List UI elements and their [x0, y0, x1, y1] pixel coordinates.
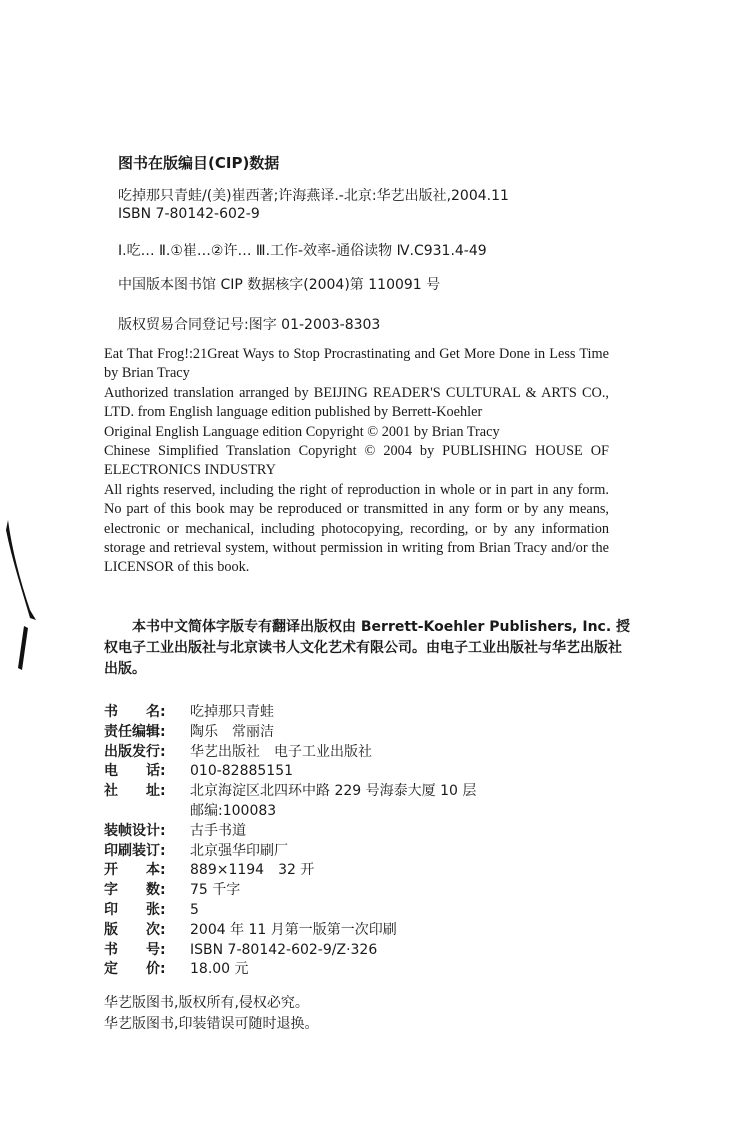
cip-record: 吃掉那只青蛙/(美)崔西著;许海燕译.-北京:华艺出版社,2004.11 [118, 188, 509, 204]
info-value: 北京海淀区北四环中路 229 号海泰大厦 10 层 [190, 783, 477, 800]
info-label: 电 话: [104, 763, 166, 780]
book-info [104, 703, 584, 980]
info-row [104, 782, 584, 802]
info-row [104, 703, 584, 723]
info-label: 社 址: [104, 783, 166, 800]
footer-line-returns: 华艺版图书,印装错误可随时退换。 [104, 1016, 319, 1032]
info-value: ISBN 7-80142-602-9/Z·326 [190, 941, 378, 958]
footer-notice [104, 993, 318, 1035]
binding-mark [0, 500, 40, 680]
english-copyright [104, 345, 609, 578]
info-row [104, 861, 584, 881]
info-value: 010-82885151 [190, 763, 294, 780]
info-label: 印刷装订: [104, 842, 166, 859]
info-label: 出版发行: [104, 743, 166, 760]
info-row [104, 921, 584, 941]
info-row [104, 842, 584, 862]
publisher-statement [104, 617, 634, 680]
info-label: 版 次: [104, 921, 166, 938]
info-value: 陶乐 常丽洁 [190, 723, 274, 740]
info-row [104, 881, 584, 901]
original-copyright: Original English Language edition Copyright © 2001 by Brian Tracy [104, 423, 500, 440]
info-label: 定 价: [104, 961, 166, 978]
cip-verification: 中国版本图书馆 CIP 数据核字(2004)第 110091 号 [118, 277, 441, 293]
info-value: 北京强华印刷厂 [190, 842, 288, 859]
info-row [104, 941, 584, 961]
publisher-statement-text: 本书中文简体字版专有翻译出版权由 Berrett-Koehler Publishers, Inc. 授权电子工业出版社与北京读书人文化艺术有限公司。由电子工业出版社与华艺出版社出版。 [104, 619, 631, 677]
chinese-copyright: Chinese Simplified Translation Copyright © 2004 by PUBLISHING HOUSE OF ELECTRONICS INDUSTRY [104, 443, 609, 479]
info-value: 华艺出版社 电子工业出版社 [190, 743, 372, 760]
info-value: 2004 年 11 月第一版第一次印刷 [190, 921, 397, 938]
footer-line-rights: 华艺版图书,版权所有,侵权必究。 [104, 995, 309, 1011]
info-row [104, 960, 584, 980]
info-row [104, 901, 584, 921]
info-label: 字 数: [104, 882, 166, 899]
info-row [104, 802, 584, 822]
info-label: 责任编辑: [104, 723, 166, 740]
cip-title: 图书在版编目(CIP)数据 [118, 154, 280, 172]
info-row [104, 822, 584, 842]
info-value: 75 千字 [190, 882, 241, 899]
info-value: 吃掉那只青蛙 [190, 704, 274, 720]
copyright-contract: 版权贸易合同登记号:图字 01-2003-8303 [118, 317, 381, 333]
info-row [104, 762, 584, 782]
rights-reserved: All rights reserved, including the right of reproduction in whole or in part in any form. No part of this book may be reproduced or transmitted in any form or by any means, electronic or mechanical, including photocopying, recording, or by any information storage and retrieval system, without permission in writing from Brian Tracy and/or the LICENSOR of this book. [104, 481, 609, 576]
info-value: 邮编:100083 [190, 802, 277, 819]
info-label: 书 名: [104, 704, 166, 720]
info-label: 书 号: [104, 941, 166, 958]
info-value: 古手书道 [190, 822, 246, 839]
english-title-line: Eat That Frog!:21Great Ways to Stop Procrastinating and Get More Done in Less Time by Brian Tracy [104, 346, 609, 382]
info-label: 装帧设计: [104, 822, 166, 839]
info-value: 18.00 元 [190, 961, 249, 978]
info-value: 889×1194 32 开 [190, 862, 315, 879]
cip-isbn: ISBN 7-80142-602-9 [118, 206, 260, 222]
info-value: 5 [190, 901, 199, 918]
info-label: 印 张: [104, 901, 166, 918]
cip-classification: Ⅰ.吃… Ⅱ.①崔…②许… Ⅲ.工作-效率-通俗读物 Ⅳ.C931.4-49 [118, 243, 487, 259]
info-row [104, 723, 584, 743]
authorized-translation: Authorized translation arranged by BEIJING READER'S CULTURAL & ARTS CO., LTD. from English language edition published by Berrett-Koehler [104, 384, 609, 421]
info-row [104, 743, 584, 763]
info-label: 开 本: [104, 862, 166, 879]
